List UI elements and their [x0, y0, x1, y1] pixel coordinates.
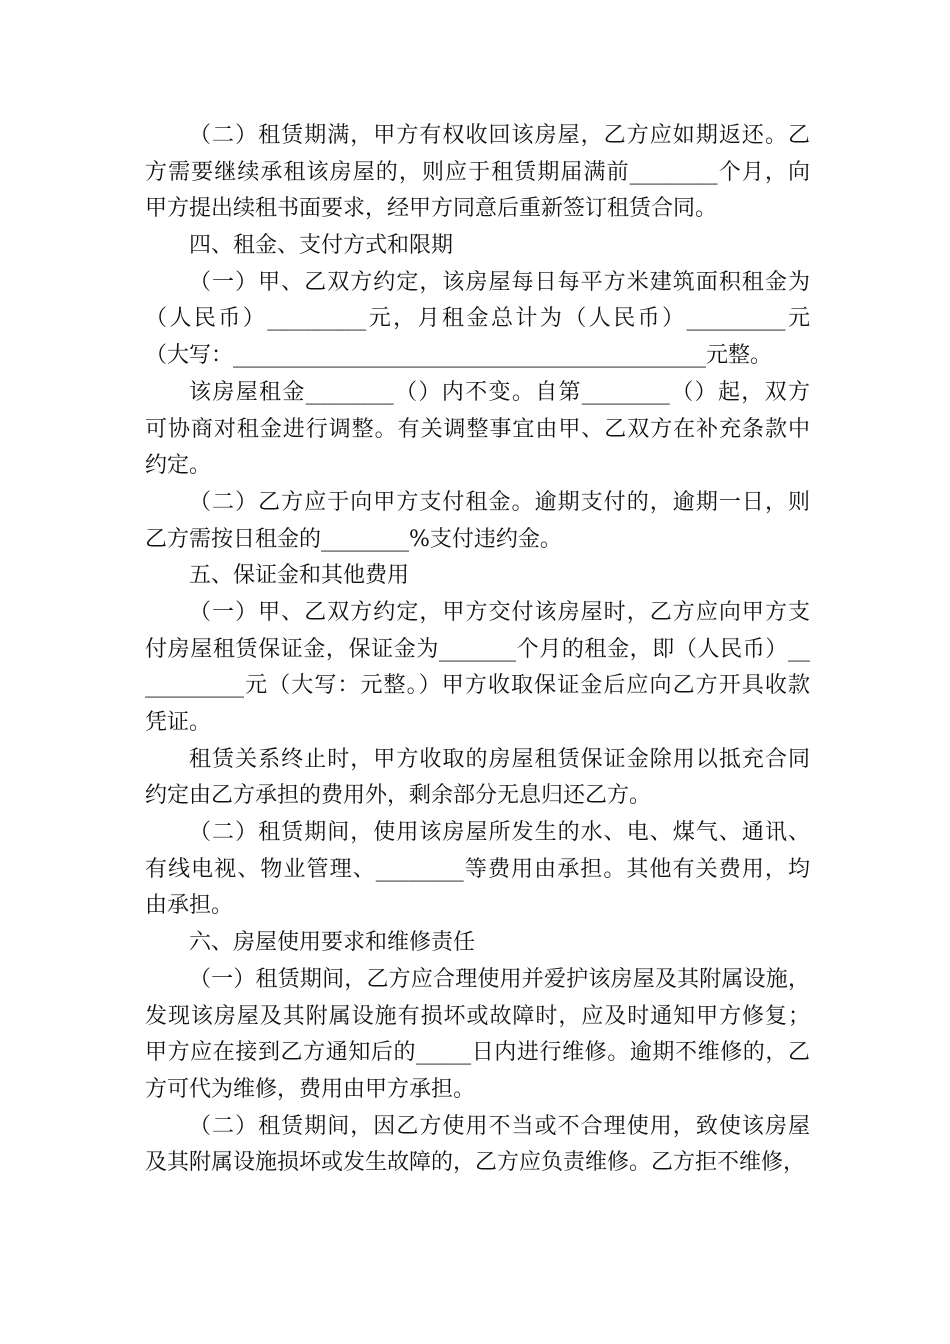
text-line: （一）租赁期间，乙方应合理使用并爱护该房屋及其附属设施， — [189, 966, 810, 992]
text-line: （二）租赁期满，甲方有权收回该房屋，乙方应如期返还。乙 — [189, 123, 810, 148]
text-line: （一）甲、乙双方约定，甲方交付该房屋时，乙方应向甲方支 — [189, 599, 810, 625]
text-line: 方可代为维修，费用由甲方承担。 — [145, 1076, 476, 1102]
text-line: 租赁关系终止时，甲方收取的房屋租赁保证金除用以抵充合同 — [189, 746, 810, 772]
text-line: _________元（大写：元整。）甲方收取保证金后应向乙方开具收款 — [145, 673, 810, 699]
text-line: 凭证。 — [145, 710, 212, 735]
text-line: 有线电视、物业管理、________等费用由承担。其他有关费用，均 — [145, 856, 810, 882]
contract-text-body — [145, 118, 810, 1182]
text-line: 及其附属设施损坏或发生故障的，乙方应负责维修。乙方拒不维修， — [145, 1150, 806, 1176]
text-line: （二）租赁期间，因乙方使用不当或不合理使用，致使该房屋 — [189, 1113, 810, 1139]
text-line: 四、租金、支付方式和限期 — [189, 233, 454, 259]
text-line: 约定由乙方承担的费用外，剩余部分无息归还乙方。 — [145, 783, 652, 809]
text-line: （一）甲、乙双方约定，该房屋每日每平方米建筑面积租金为 — [189, 269, 810, 295]
text-line: 由承担。 — [145, 893, 234, 919]
text-line: （二）租赁期间，使用该房屋所发生的水、电、煤气、通讯、 — [189, 820, 810, 846]
text-line: 五、保证金和其他费用 — [189, 563, 410, 589]
text-line: （人民币）_________元，月租金总计为（人民币）_________元 — [145, 306, 810, 332]
text-line: 方需要继续承租该房屋的，则应于租赁期届满前________个月，向 — [145, 159, 810, 185]
text-line: 该房屋租金________（）内不变。自第________（）起，双方 — [189, 379, 810, 405]
text-line: 甲方应在接到乙方通知后的_____日内进行维修。逾期不维修的，乙 — [145, 1040, 810, 1066]
text-line: （二）乙方应于向甲方支付租金。逾期支付的，逾期一日，则 — [189, 489, 810, 515]
text-line: 发现该房屋及其附属设施有损坏或故障时，应及时通知甲方修复； — [145, 1003, 810, 1029]
text-line: 付房屋租赁保证金，保证金为_______个月的租金，即（人民币）__ — [145, 636, 810, 662]
text-line: 约定。 — [145, 453, 212, 479]
text-line: 可协商对租金进行调整。有关调整事宜由甲、乙双方在补充条款中 — [145, 416, 810, 442]
text-line: 甲方提出续租书面要求，经甲方同意后重新签订租赁合同。 — [145, 196, 718, 222]
text-line: （大写：___________________________________________元整。 — [145, 343, 773, 369]
text-line: 六、房屋使用要求和维修责任 — [189, 930, 476, 956]
text-line: 乙方需按日租金的________%支付违约金。 — [145, 526, 562, 552]
